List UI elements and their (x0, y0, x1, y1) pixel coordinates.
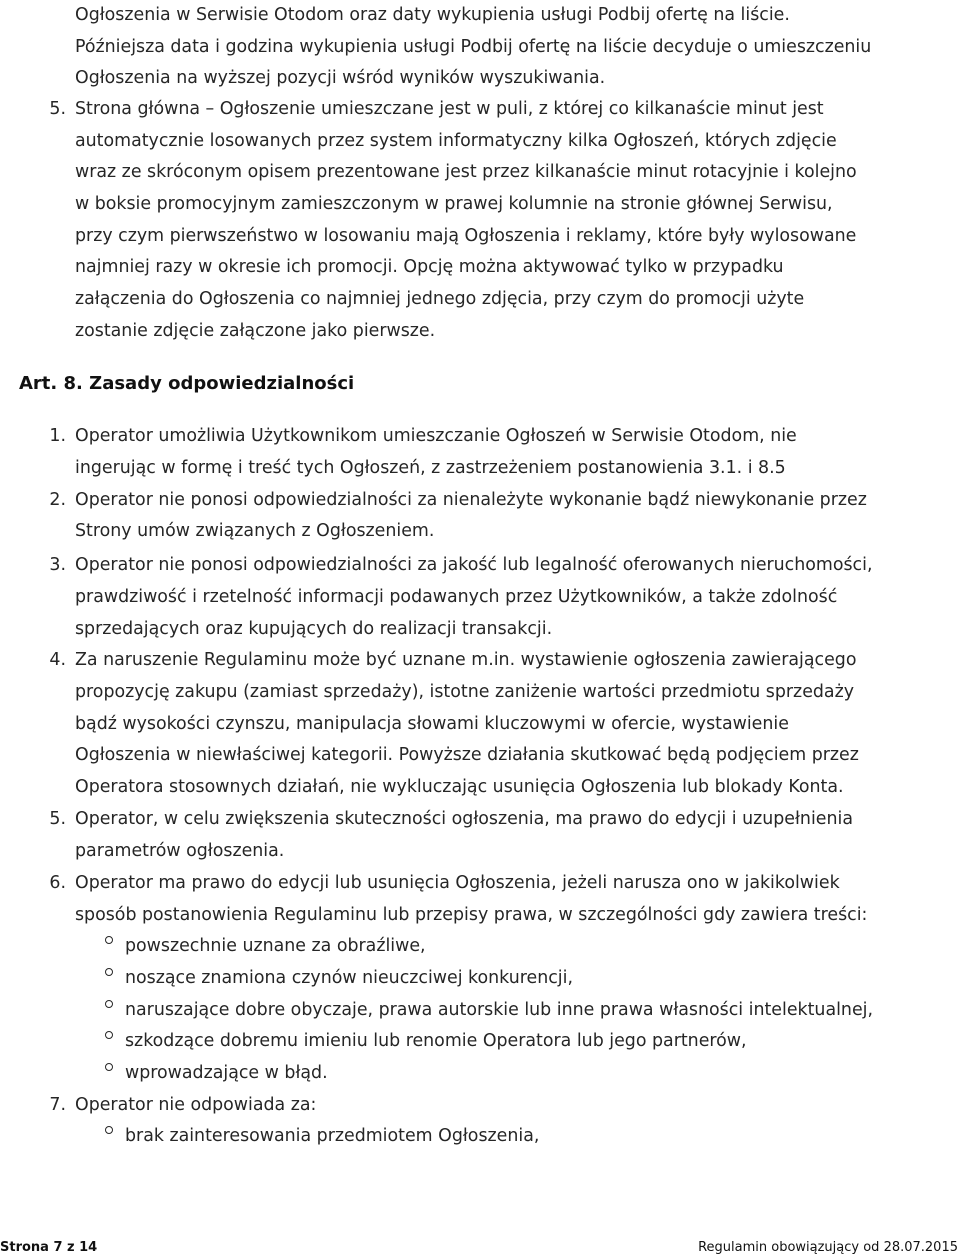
list-item-line: sposób postanowienia Regulaminu lub przepisy prawa, w szczególności gdy zawiera treści: (75, 905, 868, 925)
list-number: 7. (49, 1095, 66, 1115)
bullet-item: noszące znamiona czynów nieuczciwej konkurencji, (125, 968, 573, 988)
list-item-line: Operatora stosownych działań, nie wykluczając usunięcia Ogłoszenia lub blokady Konta. (75, 777, 844, 797)
list-item-line: ingerując w formę i treść tych Ogłoszeń, z zastrzeżeniem postanowienia 3.1. i 8.5 (75, 458, 786, 478)
list-number: 1. (49, 426, 66, 446)
regulation-date: Regulamin obowiązujący od 28.07.2015 (698, 1240, 958, 1255)
bullet-item: naruszające dobre obyczaje, prawa autorskie lub inne prawa własności intelektualnej, (125, 1000, 874, 1020)
bullet-item: brak zainteresowania przedmiotem Ogłoszenia, (125, 1126, 540, 1146)
list-number: 2. (49, 490, 66, 510)
list-item-line: Strony umów związanych z Ogłoszeniem. (75, 521, 435, 541)
list-item-line: parametrów ogłoszenia. (75, 841, 285, 861)
list-item-line: w boksie promocyjnym zamieszczonym w prawej kolumnie na stronie głównej Serwisu, (75, 194, 833, 214)
bullet-item: szkodzące dobremu imieniu lub renomie Operatora lub jego partnerów, (125, 1031, 747, 1051)
intro-line: Ogłoszenia na wyższej pozycji wśród wyników wyszukiwania. (75, 68, 606, 88)
article-heading: Art. 8. Zasady odpowiedzialności (19, 373, 355, 394)
bullet-item: wprowadzające w błąd. (125, 1063, 328, 1083)
list-item-line: prawdziwość i rzetelność informacji podawanych przez Użytkowników, a także zdolność (75, 587, 838, 607)
list-item-line: Operator, w celu zwiększenia skuteczności ogłoszenia, ma prawo do edycji i uzupełnienia (75, 809, 853, 829)
list-item-line: Operator ma prawo do edycji lub usunięcia Ogłoszenia, jeżeli narusza ono w jakikolwiek (75, 873, 840, 893)
page-number: Strona 7 z 14 (0, 1240, 98, 1255)
list-item-line: Operator nie ponosi odpowiedzialności za jakość lub legalność oferowanych nieruchomości, (75, 555, 873, 575)
list-number: 5. (49, 809, 66, 829)
hollow-bullet-icon (105, 936, 113, 944)
list-number: 6. (49, 873, 66, 893)
list-item-line: bądź wysokości czynszu, manipulacja słowami kluczowymi w ofercie, wystawienie (75, 714, 789, 734)
list-item-line: Strona główna – Ogłoszenie umieszczane jest w puli, z której co kilkanaście minut jest (75, 99, 824, 119)
list-number: 5. (49, 99, 66, 119)
list-item-line: Ogłoszenia w niewłaściwej kategorii. Powyższe działania skutkować będą podjęciem przez (75, 745, 859, 765)
bullet-item: powszechnie uznane za obraźliwe, (125, 936, 426, 956)
list-item-line: sprzedających oraz kupujących do realizacji transakcji. (75, 619, 553, 639)
list-number: 3. (49, 555, 66, 575)
list-item-line: Operator nie odpowiada za: (75, 1095, 317, 1115)
hollow-bullet-icon (105, 1000, 113, 1008)
list-item-line: wraz ze skróconym opisem prezentowane jest przez kilkanaście minut rotacyjnie i kolejno (75, 162, 857, 182)
list-number: 4. (49, 650, 66, 670)
list-item-line: załączenia do Ogłoszenia co najmniej jednego zdjęcia, przy czym do promocji użyte (75, 289, 805, 309)
hollow-bullet-icon (105, 1063, 113, 1071)
list-item-line: Operator nie ponosi odpowiedzialności za nienależyte wykonanie bądź niewykonanie przez (75, 490, 867, 510)
list-item-line: przy czym pierwszeństwo w losowaniu mają Ogłoszenia i reklamy, które były wylosowane (75, 226, 857, 246)
hollow-bullet-icon (105, 1126, 113, 1134)
list-item-line: zostanie zdjęcie załączone jako pierwsze. (75, 321, 436, 341)
list-item-line: propozycję zakupu (zamiast sprzedaży), istotne zaniżenie wartości przedmiotu sprzedaży (75, 682, 855, 702)
list-item-line: najmniej razy w okresie ich promocji. Opcję można aktywować tylko w przypadku (75, 257, 784, 277)
list-item-line: Za naruszenie Regulaminu może być uznane m.in. wystawienie ogłoszenia zawierającego (75, 650, 857, 670)
intro-line: Ogłoszenia w Serwisie Otodom oraz daty wykupienia usługi Podbij ofertę na liście. (75, 5, 790, 25)
hollow-bullet-icon (105, 968, 113, 976)
list-item-line: Operator umożliwia Użytkownikom umieszczanie Ogłoszeń w Serwisie Otodom, nie (75, 426, 797, 446)
list-item-line: automatycznie losowanych przez system informatyczny kilka Ogłoszeń, których zdjęcie (75, 131, 837, 151)
intro-line: Późniejsza data i godzina wykupienia usługi Podbij ofertę na liście decyduje o umieszczeniu (75, 37, 872, 57)
hollow-bullet-icon (105, 1031, 113, 1039)
